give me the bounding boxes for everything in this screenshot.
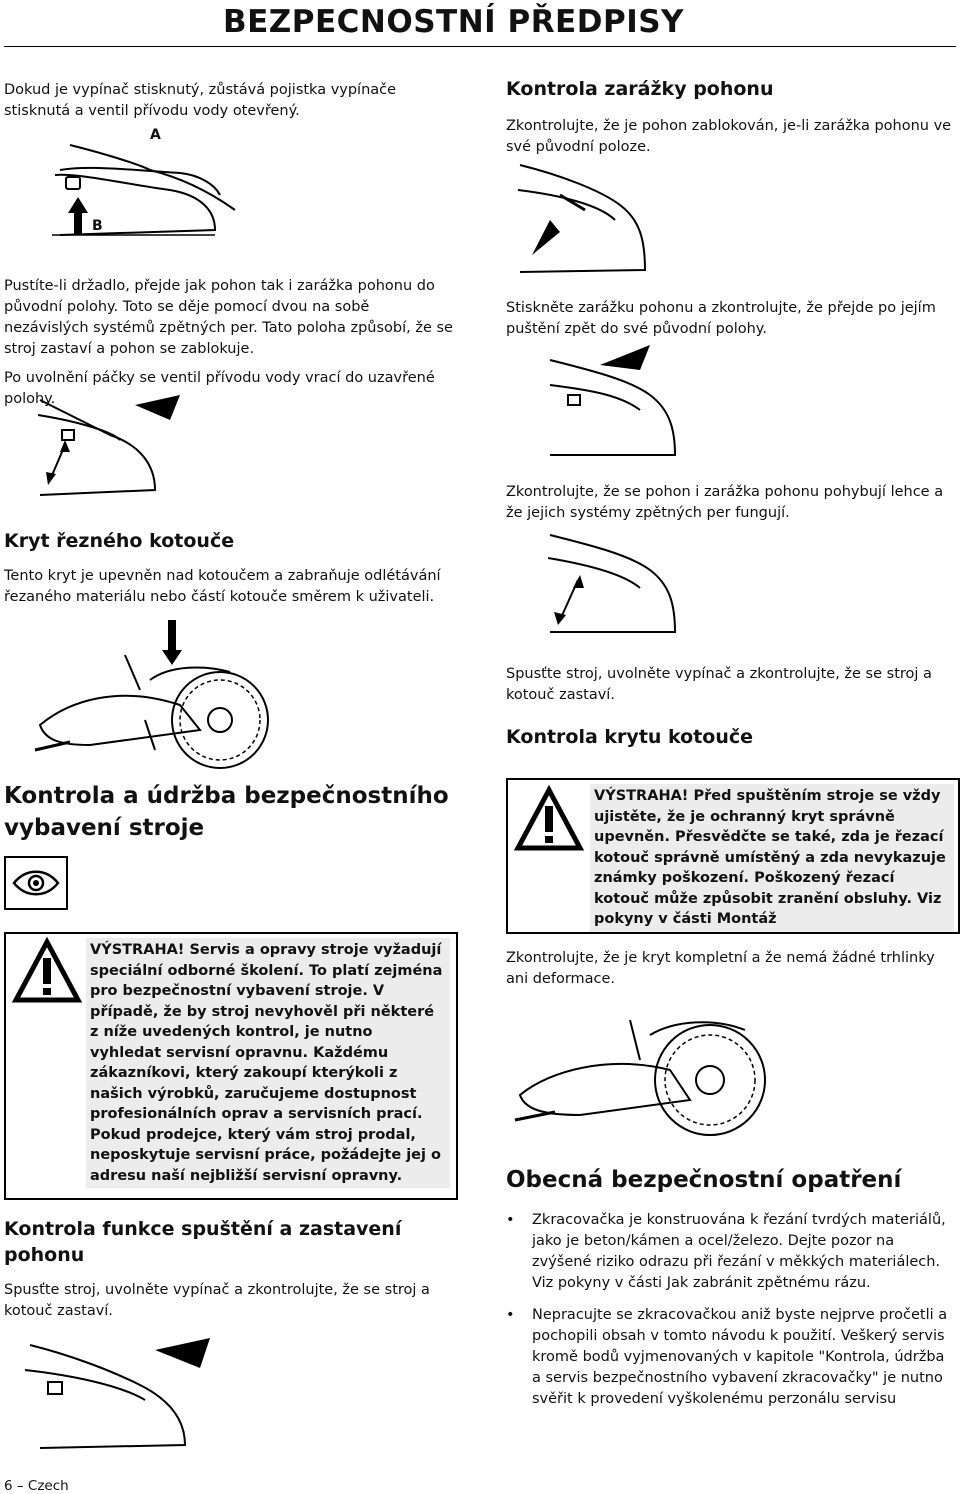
bullet-text-1: Zkracovačka je konstruována k řezání tvrdých materiálů, jako je beton/kámen a ocel/železo. Dejte pozor na zvýšené riziko odrazu při řezání v měkkých materiálech. Viz pokyny v části Jak zabránit zpětnému rázu. [532, 1212, 946, 1291]
warning-box-service [4, 932, 458, 1200]
startstop-paragraph: Spusťte stroj, uvolněte vypínač a zkontrolujte, že se stroj a kotouč zastaví. [4, 1282, 430, 1319]
list-item [506, 1210, 956, 1294]
bullet-text-2: Nepracujte se zkracovačkou aniž byste nejprve pročetli a pochopili obsah v tomto návodu k použití. Veškerý servis kromě bodů vyjmenovaných v kapitole "Kontrola, údržba a servis bezpečnostního vybavení zkracovačky" je nutno svěřit k provedení vyškolenému perzonálu servisu [532, 1307, 948, 1407]
startstop-heading: Kontrola funkce spuštění a zastavení pohonu [4, 1218, 402, 1266]
warning-box-guard [506, 778, 960, 934]
page-footer: 6 – Czech [4, 1478, 69, 1494]
warning-text-service: VÝSTRAHA! Servis a opravy stroje vyžadují speciální odborné školení. To platí zejména pro bezpečnostní vybavení stroje. V případě, že by stroj nevyhověl při některé z níže uvedených kontrol, je nutno vyhledat servisní opravnu. Každému zákazníkovi, který zakoupí kterýkoli z našich výrobků, zaručujeme dostupnost profesionálních oprav a servisních prací. Pokud prodejce, který vám stroj prodal, neposkytuje servisní práce, požádejte jej o adresu naší nejbližší servisní opravny. [86, 938, 450, 1188]
bullet-mark: • [506, 1307, 515, 1323]
handle-release-icon [10, 1330, 230, 1460]
read-manual-box [4, 856, 68, 910]
general-bullet-list [506, 1210, 956, 1421]
guardcheck-paragraph: Zkontrolujte, že je kryt kompletní a že nemá žádné trhlinky ani deformace. [506, 950, 935, 987]
label-b: B [92, 218, 103, 234]
list-item [506, 1305, 956, 1410]
lockout-handle-icon [510, 160, 670, 280]
warning-triangle-icon [514, 786, 584, 856]
eye-icon [6, 858, 66, 908]
saw-illustration [30, 610, 270, 760]
release-paragraph: Pustíte-li držadlo, přejde jak pohon tak i zarážka pohonu do původní polohy. Toto se děje pomocí dvou na sobě nezávislých systémů zpětných per. Tato poloha způsobí, že se stroj zastaví a pohon se zablokuje. [4, 278, 453, 357]
power-cutter-guard-icon [510, 990, 770, 1140]
valve-handle-icon [30, 390, 210, 510]
power-cutter-icon [30, 610, 270, 760]
intro-paragraph: Dokud je vypínač stisknutý, zůstává pojistka vypínače stisknutá a ventil přívodu vody otevřený. [4, 82, 397, 119]
lock-paragraph-4: Spusťte stroj, uvolněte vypínač a zkontrolujte, že se stroj a kotouč zastaví. [506, 666, 932, 703]
valve-paragraph: Po uvolnění páčky se ventil přívodu vody vrací do uzavřené polohy. [4, 370, 435, 407]
lockout-press-icon [540, 340, 700, 460]
guard-paragraph: Tento kryt je upevněn nad kotoučem a zabraňuje odlétávání řezaného materiálu nebo částí kotouče směrem k uživateli. [4, 568, 441, 605]
warning-text-guard: VÝSTRAHA! Před spuštěním stroje se vždy ujistěte, že je ochranný kryt správně upevněn. Přesvědčte se také, zda je řezací kotouč správně umístěný a zda nevykazuje známky poškození. Poškozený řezací kotouč může způsobit zranění obsluhy. Viz pokyny v části Montáž [590, 784, 954, 932]
label-a: A [150, 127, 161, 143]
header-rule [4, 46, 956, 47]
lock-illustration-1 [510, 160, 670, 280]
lock-heading: Kontrola zarážky pohonu [506, 78, 774, 100]
lock-illustration-3 [540, 520, 700, 640]
guardcheck-heading: Kontrola krytu kotouče [506, 726, 754, 748]
lockout-spring-icon [540, 520, 700, 640]
guard-heading: Kryt řezného kotouče [4, 530, 235, 552]
throttle-illustration [0, 115, 460, 265]
lock-illustration-2 [540, 340, 700, 460]
lock-paragraph-1: Zkontrolujte, že je pohon zablokován, je-li zarážka pohonu ve své původní poloze. [506, 118, 952, 155]
lock-paragraph-3: Zkontrolujte, že se pohon i zarážka pohonu pohybují lehce a že jejich systémy zpětných per fungují. [506, 484, 944, 521]
warning-triangle-icon [12, 938, 82, 1008]
lock-paragraph-2: Stiskněte zarážku pohonu a zkontrolujte, že přejde po jejím puštění zpět do své původní polohy. [506, 300, 936, 337]
page-title: BEZPECNOSTNÍ PŘEDPISY [223, 4, 684, 40]
maintenance-heading: Kontrola a údržba bezpečnostního vybavení stroje [4, 783, 449, 841]
handle-drawing-icon [0, 115, 460, 265]
saw-guard-illustration [510, 990, 770, 1140]
startstop-illustration [10, 1330, 230, 1460]
valve-illustration [30, 390, 210, 510]
bullet-mark: • [506, 1212, 515, 1228]
general-heading: Obecná bezpečnostní opatření [506, 1167, 902, 1193]
